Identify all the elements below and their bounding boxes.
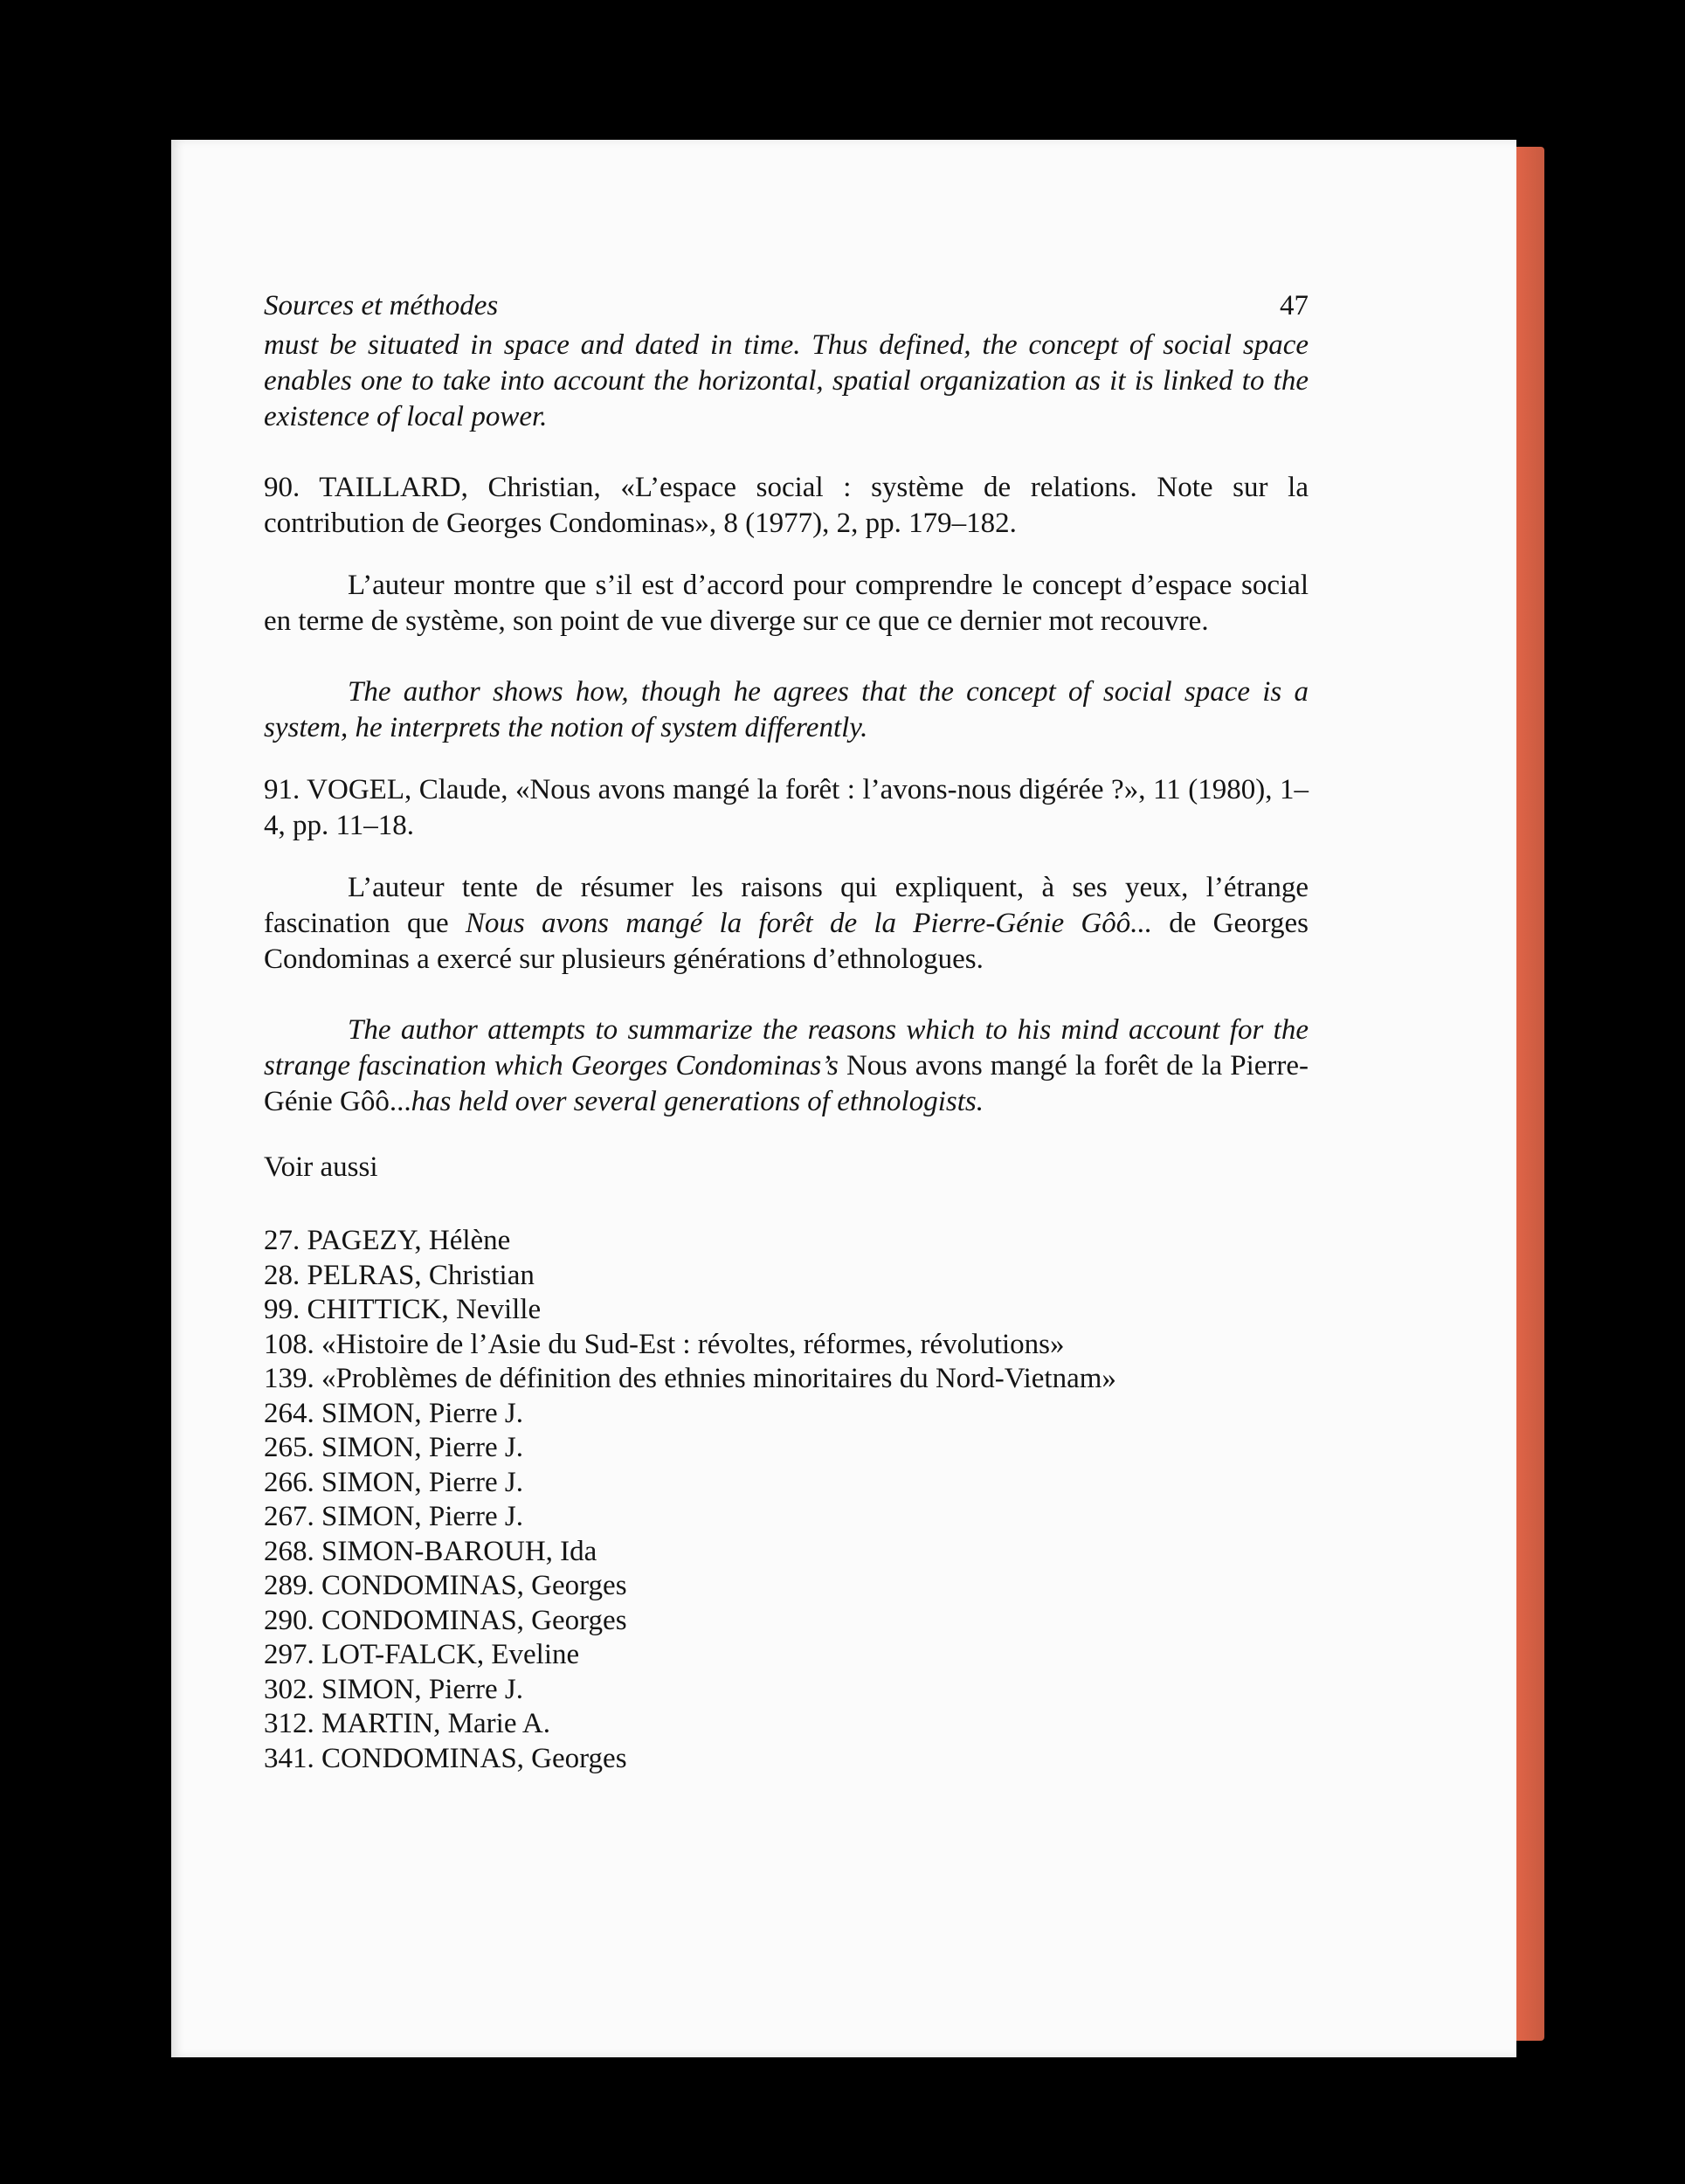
summary-en-text-1: The author attempts to summarize the reasons which to his mind account for the strange fascination which Georges Condominas’s (264, 1014, 1309, 1082)
see-also-item: 289. CONDOMINAS, Georges (264, 1570, 627, 1601)
running-title: Sources et méthodes (264, 290, 499, 321)
see-also-item: 139. «Problèmes de définition des ethnies minoritaires du Nord-Vietnam» (264, 1363, 1116, 1394)
see-also-item: 28. PELRAS, Christian (264, 1259, 535, 1291)
entry-90-citation: 90. TAILLARD, Christian, «L’espace social : système de relations. Note sur la contribution de Georges Condominas», 8 (1977), 2, pp. 179–182. (264, 472, 1309, 539)
see-also-item: 297. LOT-FALCK, Eveline (264, 1639, 580, 1670)
see-also-list (264, 1224, 1309, 1776)
see-also-item: 265. SIMON, Pierre J. (264, 1432, 523, 1463)
summary-fr-book-title: Nous avons mangé la forêt de la Pierre-Génie Gôô... (465, 908, 1152, 939)
entry-91-citation: 91. VOGEL, Claude, «Nous avons mangé la forêt : l’avons-nous digérée ?», 11 (1980), 1–4, pp. 11–18. (264, 774, 1309, 841)
see-also-item: 290. CONDOMINAS, Georges (264, 1604, 627, 1636)
book-page (171, 140, 1516, 2057)
see-also-item: 264. SIMON, Pierre J. (264, 1397, 523, 1429)
page-number: 47 (1280, 290, 1309, 321)
page-content (264, 288, 1309, 1776)
summary-fr-text-2: de Georges Condominas a exercé sur plusieurs générations d’ethnologues. (264, 908, 1309, 975)
see-also-item: 268. SIMON-BAROUH, Ida (264, 1535, 597, 1567)
summary-fr-text-1: L’auteur tente de résumer les raisons qui expliquent, à ses yeux, l’étrange fascination que (264, 872, 1309, 939)
see-also-item: 341. CONDOMINAS, Georges (264, 1742, 627, 1774)
running-head (264, 288, 1309, 324)
see-also-item: 266. SIMON, Pierre J. (264, 1466, 523, 1498)
intro-paragraph: must be situated in space and dated in time. Thus defined, the concept of social space enables one to take into account the horizontal, spatial organization as it is linked to the existence of local power. (264, 329, 1309, 432)
summary-en-text-2: has held over several generations of ethnologists. (411, 1086, 984, 1117)
entry-91-summary-en (264, 1013, 1309, 1120)
entry-91-summary-fr (264, 870, 1309, 978)
see-also-item: 302. SIMON, Pierre J. (264, 1673, 523, 1705)
see-also-heading: Voir aussi (264, 1151, 378, 1183)
entry-90-summary-fr: L’auteur montre que s’il est d’accord pour comprendre le concept d’espace social en terme de système, son point de vue diverge sur ce que ce dernier mot recouvre. (264, 570, 1309, 637)
entry-90-summary-en: The author shows how, though he agrees that the concept of social space is a system, he interprets the notion of system differently. (264, 676, 1309, 743)
see-also-item: 108. «Histoire de l’Asie du Sud-Est : révoltes, réformes, révolutions» (264, 1328, 1065, 1360)
see-also-item: 267. SIMON, Pierre J. (264, 1501, 523, 1532)
see-also-item: 99. CHITTICK, Neville (264, 1294, 542, 1325)
see-also-item: 27. PAGEZY, Hélène (264, 1225, 511, 1256)
summary-en-book-title: Nous avons mangé la forêt de la Pierre-Génie Gôô... (264, 1050, 1309, 1117)
see-also-item: 312. MARTIN, Marie A. (264, 1708, 550, 1739)
